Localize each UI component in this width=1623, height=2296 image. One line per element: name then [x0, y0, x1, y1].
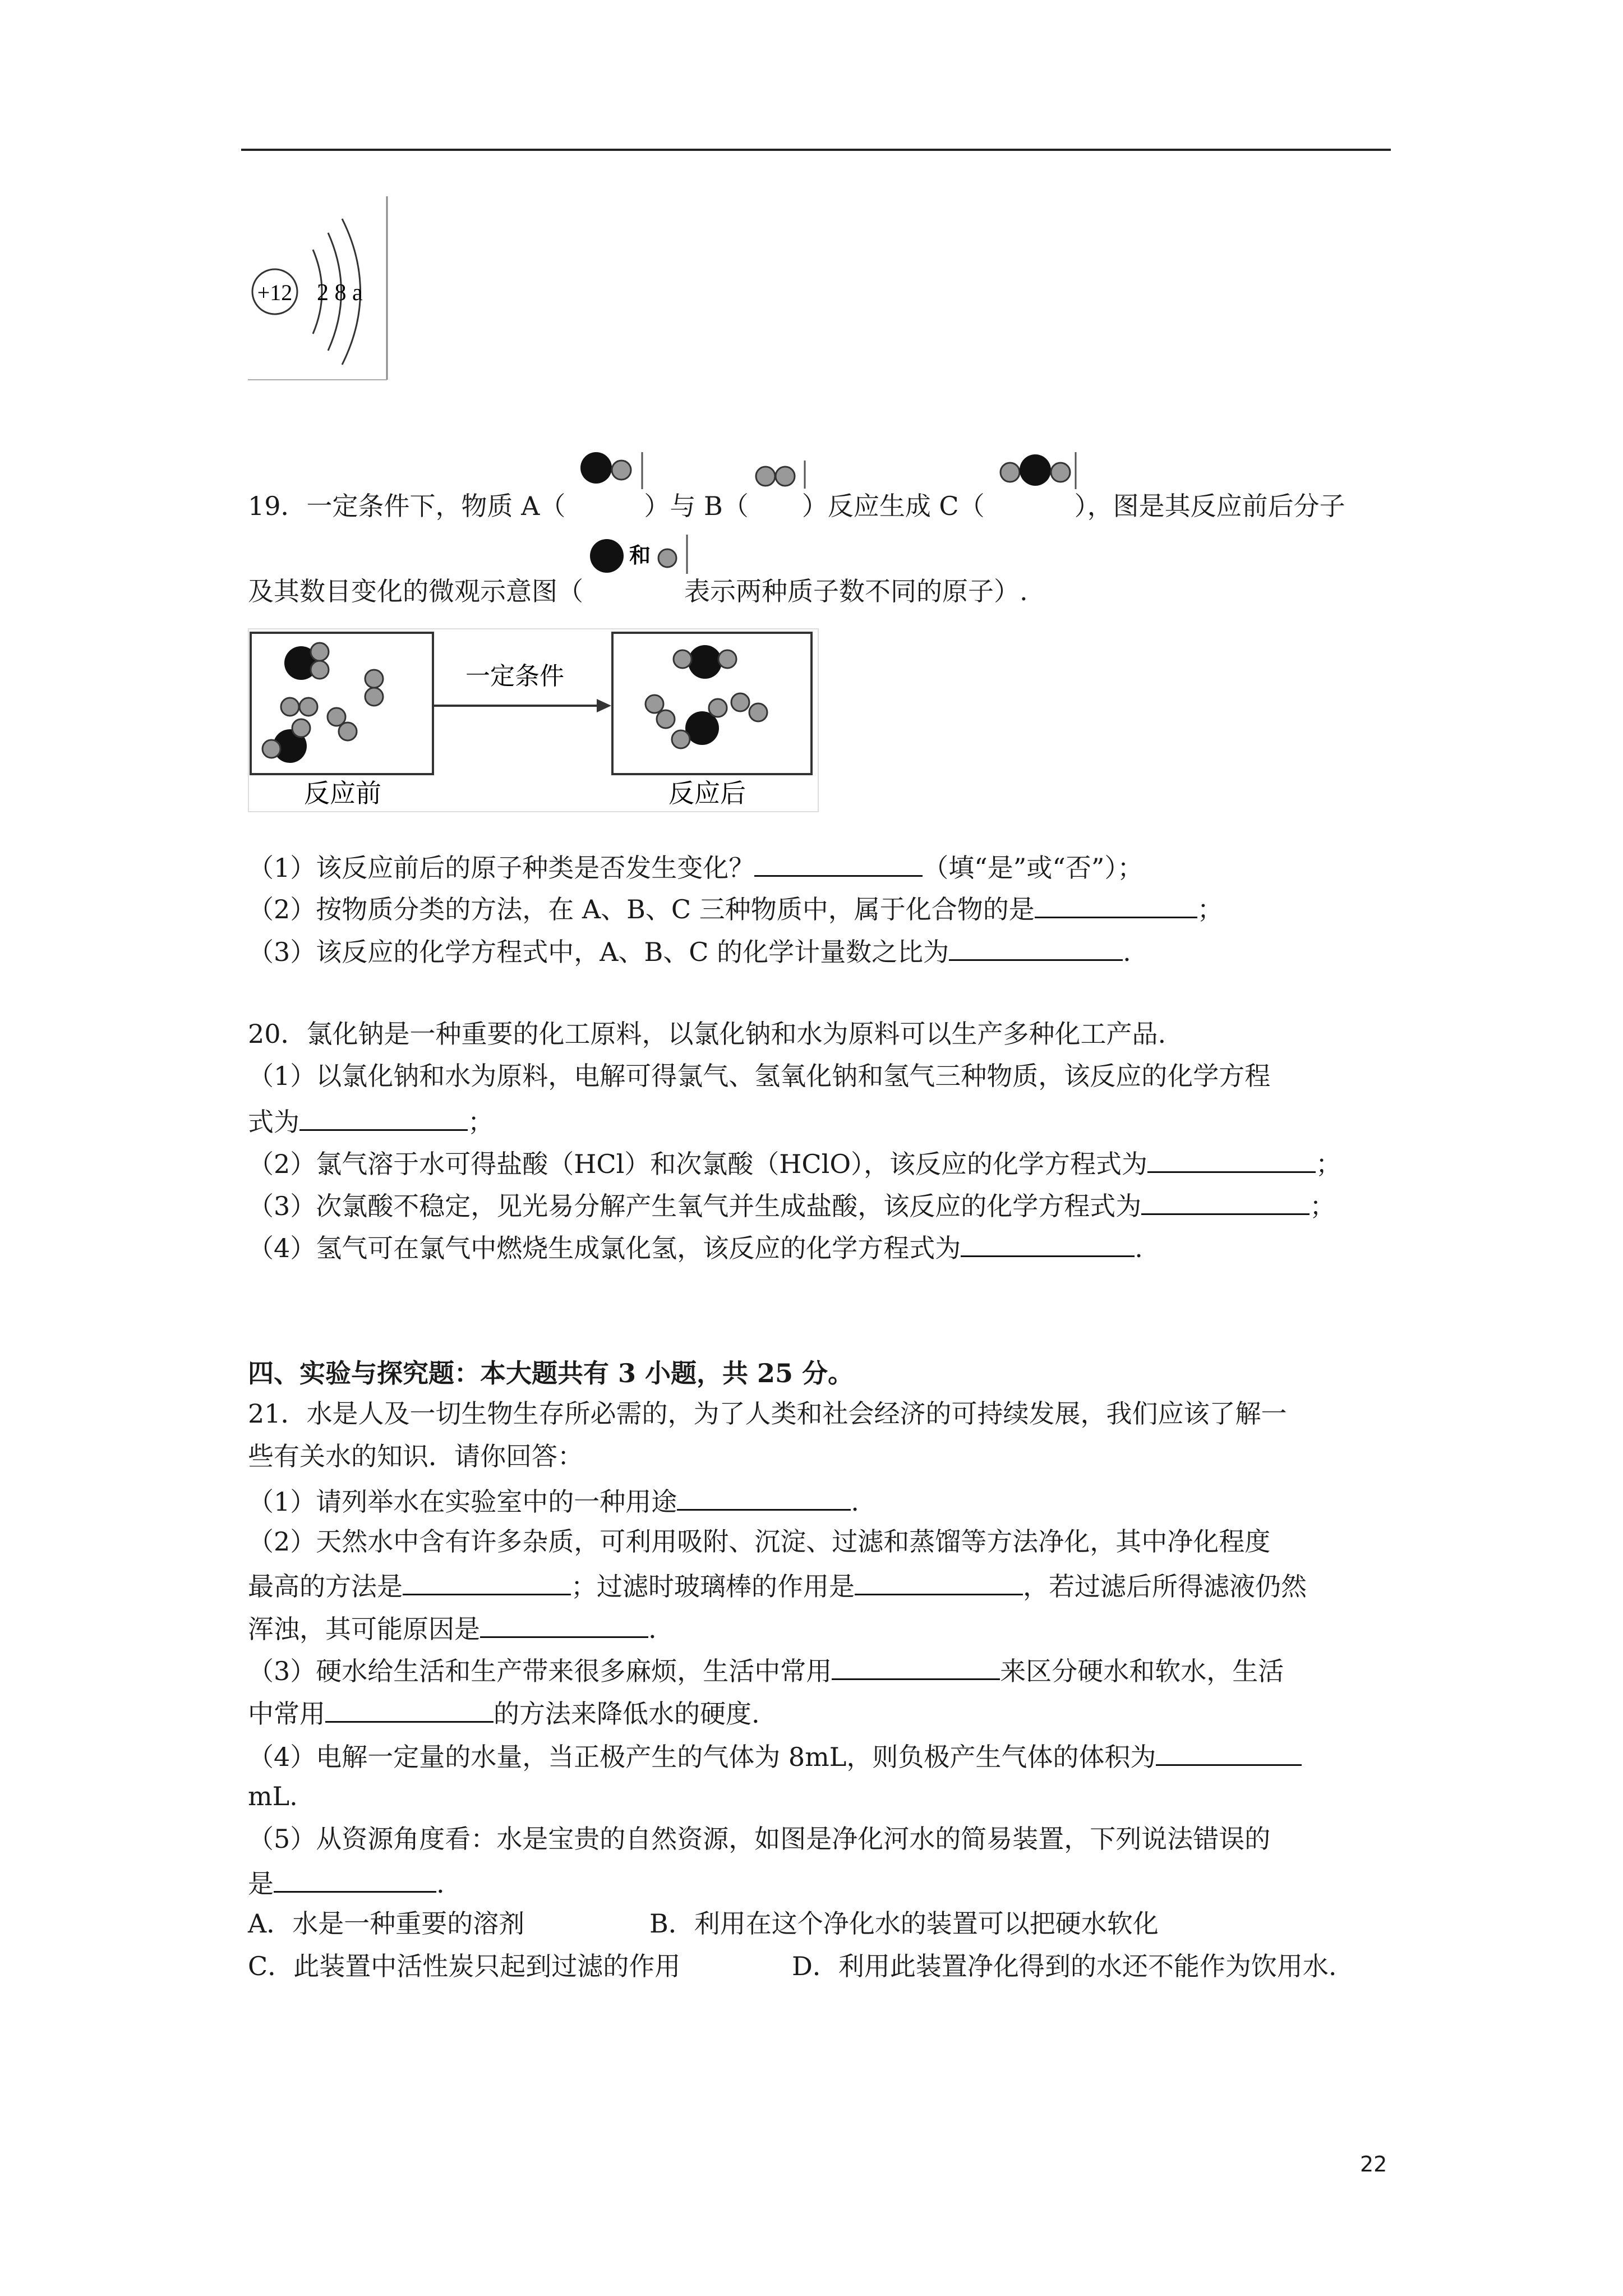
- answer-blank[interactable]: [299, 1102, 468, 1131]
- q21-sub4-line1: （4）电解一定量的水量，当正极产生的气体为 8mL，则负极产生气体的体积为: [248, 1737, 1302, 1774]
- q19-sub2: （2）按物质分类的方法，在 A、B、C 三种物质中，属于化合物的是 ；: [248, 890, 1223, 926]
- q21-sub3-line1: （3）硬水给生活和生产带来很多麻烦，生活中常用 来区分硬水和软水，生活: [248, 1651, 1284, 1688]
- reaction-figure: [248, 628, 820, 813]
- option-d: D．利用此装置净化得到的水还不能作为饮用水.: [792, 1951, 1337, 1981]
- answer-blank[interactable]: [480, 1609, 648, 1638]
- q19-sub3: （3）该反应的化学方程式中，A、B、C 的化学计量数之比为 .: [248, 932, 1131, 969]
- q21-sub2-line1: （2）天然水中含有许多杂质，可利用吸附、沉淀、过滤和蒸馏等方法净化，其中净化程度: [248, 1526, 1271, 1557]
- molecule-a-slot: [565, 488, 644, 515]
- answer-blank[interactable]: [855, 1567, 1023, 1595]
- answer-blank[interactable]: [1035, 890, 1197, 918]
- q21-sub2-line3: 浑浊，其可能原因是 .: [248, 1609, 657, 1646]
- answer-blank[interactable]: [1147, 1144, 1316, 1173]
- shell-labels: 2 8 a: [317, 280, 363, 306]
- q21-sub5-line1: （5）从资源角度看：水是宝贵的自然资源，如图是净化河水的简易装置，下列说法错误的: [248, 1824, 1271, 1854]
- molecule-c-slot: [985, 488, 1075, 515]
- option-b: B．利用在这个净化水的装置可以把硬水软化: [649, 1908, 1159, 1939]
- answer-blank[interactable]: [325, 1694, 494, 1723]
- before-label: 反应前: [304, 778, 381, 808]
- q21-intro1: 21．水是人及一切生物生存所必需的，为了人类和社会经济的可持续发展，我们应该了解一: [248, 1398, 1287, 1429]
- answer-blank[interactable]: [677, 1482, 851, 1511]
- q20-sub4: （4）氢气可在氯气中燃烧生成氯化氢，该反应的化学方程式为 .: [248, 1228, 1143, 1265]
- before-molecules: [262, 643, 383, 763]
- header-rule: [241, 149, 1391, 151]
- answer-blank[interactable]: [1156, 1737, 1302, 1766]
- q20-sub1-line2: 式为 ；: [248, 1102, 494, 1139]
- option-a: A．水是一种重要的溶剂: [248, 1908, 525, 1939]
- q19-line1: 19．一定条件下，物质 A（ ）与 B（ ）反应生成 C（ ），图是其反应前后分子: [248, 488, 1345, 523]
- q19-line2: 及其数目变化的微观示意图（ 和 表示两种质子数不同的原子）.: [248, 573, 1028, 608]
- answer-blank[interactable]: [274, 1864, 436, 1893]
- q21-sub1: （1）请列举水在实验室中的一种用途 .: [248, 1482, 859, 1519]
- q19-sub1: （1）该反应前后的原子种类是否发生变化？ （填“是”或“否”）；: [248, 848, 1143, 885]
- q21-sub5-line2: 是 .: [248, 1864, 445, 1901]
- after-molecules: [645, 645, 767, 748]
- answer-blank[interactable]: [949, 932, 1123, 961]
- atom-structure-diagram: [247, 194, 393, 384]
- section-heading: 四、实验与探究题：本大题共有 3 小题，共 25 分。: [248, 1358, 854, 1388]
- svg-text:和: 和: [629, 543, 651, 568]
- after-label: 反应后: [668, 778, 746, 808]
- answer-blank[interactable]: [832, 1651, 1000, 1680]
- molecule-b-slot: [749, 488, 802, 515]
- q21-sub3-line2: 中常用 的方法来降低水的硬度.: [248, 1694, 760, 1731]
- answer-blank[interactable]: [403, 1567, 571, 1595]
- arrow-label: 一定条件: [465, 662, 564, 691]
- option-c: C．此装置中活性炭只起到过滤的作用: [248, 1951, 681, 1981]
- page-number: 22: [1360, 2152, 1387, 2177]
- atom-legend-icon: [583, 533, 690, 576]
- q20-sub3: （3）次氯酸不稳定，见光易分解产生氧气并生成盐酸，该反应的化学方程式为 ；: [248, 1186, 1335, 1223]
- q21-sub2-line2: 最高的方法是 ；过滤时玻璃棒的作用是 ，若过滤后所得滤液仍然: [248, 1567, 1307, 1603]
- nucleus-label: +12: [257, 280, 293, 305]
- arrow-head: [597, 699, 611, 712]
- q20-intro: 20．氯化钠是一种重要的化工原料，以氯化钠和水为原料可以生产多种化工产品.: [248, 1019, 1166, 1049]
- q21-sub4-line2: mL.: [248, 1781, 298, 1811]
- q21-intro2: 些有关水的知识．请你回答：: [248, 1441, 583, 1471]
- molecule-a-icon: [565, 451, 644, 490]
- answer-blank[interactable]: [961, 1228, 1135, 1257]
- q20-sub1-line1: （1）以氯化钠和水为原料，电解可得氯气、氢氧化钠和氢气三种物质，该反应的化学方程: [248, 1061, 1271, 1091]
- q20-sub2: （2）氯气溶于水可得盐酸（HCl）和次氯酸（HClO），该反应的化学方程式为 ；: [248, 1144, 1341, 1181]
- answer-blank[interactable]: [754, 848, 923, 877]
- molecule-c-icon: [985, 451, 1080, 490]
- molecule-b-icon: [749, 459, 810, 490]
- atom-legend-slot: [583, 543, 684, 600]
- answer-blank[interactable]: [1141, 1186, 1310, 1215]
